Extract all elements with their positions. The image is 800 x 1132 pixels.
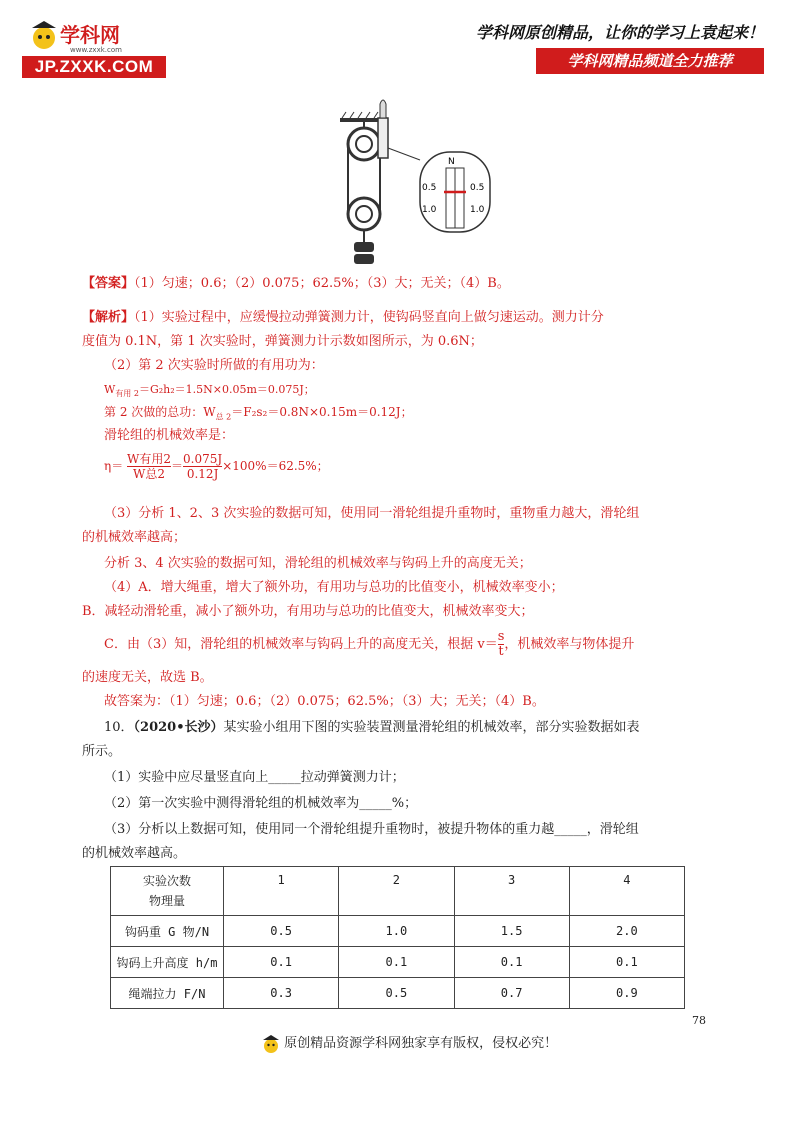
analysis-p1 [82,306,708,330]
analysis-p10c: 的速度无关，故选 B。 [82,670,213,685]
w-sub: 有用 2 [115,389,139,399]
question-q3: （3）分析以上数据可知，使用同一个滑轮组提升重物时，被提升物体的重力越_____，滑轮组 [104,822,639,837]
header-banner: 学科网精品频道全力推荐 [536,48,764,74]
p4-rest: ＝F₂s₂＝0.8N×0.15m＝0.12J； [231,405,413,419]
logo-text: 学科网 [60,23,120,47]
analysis-p1-text: （1）实验过程中，应缓慢拉动弹簧测力计，使钩码竖直向上做匀速运动。测力计分 [134,310,604,325]
p4-a: 第 2 次做的总功：W [104,405,216,419]
p10-a: C．由（3）知，滑轮组的机械效率与钩码上升的高度无关，根据 v＝ [104,637,498,652]
analysis-p2: （2）第 2 次实验时所做的有用功为： [104,358,324,373]
answer-text: （1）匀速；0.6；（2）0.075；62.5%；（3）大；无关；（4）B。 [134,276,510,291]
table-row [111,916,685,947]
frac2-den: 0.12J [186,467,219,481]
analysis-tag: 【解析】 [82,310,135,325]
dial-tick-left-1: 1.0 [422,205,437,215]
table-cell: 0.1 [224,947,339,978]
question-q2: （2）第一次实验中测得滑轮组的机械效率为_____%； [104,796,418,811]
question-number: 10． [104,720,134,735]
corner-bottom: 物理量 [148,894,185,908]
table-cell: 0.3 [224,978,339,1009]
row-label: 钩码上升高度 h/m [111,947,224,978]
analysis-p5: 滑轮组的机械效率是： [104,428,235,443]
answer-tag: 【答案】 [82,276,135,291]
answer-line [82,272,708,296]
w-symbol: W [104,383,116,396]
analysis-p8: （4）A．增大绳重，增大了额外功，有用功与总功的比值变小，机械效率变小； [104,580,564,595]
frac2-num: 0.075J [183,452,223,466]
frac1-den: W总2 [133,467,166,481]
logo-sub: www.zxxk.com [70,46,122,54]
page-number: 78 [692,1014,706,1027]
site-logo [14,18,154,76]
table-cell: 0.5 [224,916,339,947]
table-header-row [111,867,685,916]
corner-top: 实验次数 [142,874,191,888]
header-slogan: 学科网原创精品，让你的学习上袁起来！ [475,23,764,42]
eta: η＝ [104,459,124,473]
col-header: 4 [569,867,684,916]
table-cell: 2.0 [569,916,684,947]
final-answer: 故答案为：（1）匀速；0.6；（2）0.075；62.5%；（3）大；无关；（4）B。 [104,694,545,709]
footer [262,1032,557,1054]
col-header: 2 [339,867,454,916]
footer-text: 原创精品资源学科网独家享有版权，侵权必究！ [284,1036,558,1051]
p10-b: ，机械效率与物体提升 [504,637,635,652]
question-stem: 某实验小组用下图的实验装置测量滑轮组的机械效率，部分实验数据如表 [223,720,640,735]
row-label: 钩码重 G 物/N [111,916,224,947]
row-label: 绳端拉力 F/N [111,978,224,1009]
table-row [111,947,685,978]
table-corner [111,867,224,916]
question-10-stem2: 所示。 [82,744,122,759]
question-10-stem [104,716,704,740]
table-cell: 0.1 [454,947,569,978]
eta-rest: ×100%＝62.5%； [222,459,329,473]
analysis-p7: 分析 3、4 次实验的数据可知，滑轮组的机械效率与钩码上升的高度无关； [104,556,532,571]
frac1-num: W有用2 [127,452,172,466]
analysis-p1b: 度值为 0.1N，第 1 次实验时，弹簧测力计示数如图所示，为 0.6N； [82,334,483,349]
dial-tick-right-1: 1.0 [470,205,485,215]
dial-label-n: N [448,157,455,167]
analysis-p6b: 的机械效率越高； [82,530,187,545]
frac-values [183,452,222,481]
analysis-p9: B．减轻动滑轮重，减小了额外功，有用功与总功的比值变大，机械效率变大； [82,604,534,619]
p10-num: s [497,629,505,644]
frac-w [127,452,171,481]
logo-mascot-icon [14,18,154,54]
analysis-p6: （3）分析 1、2、3 次实验的数据可知，使用同一滑轮组提升重物时，重物重力越大，滑轮组 [104,506,640,521]
table-cell: 0.7 [454,978,569,1009]
p10-den: t [498,644,504,659]
table-cell: 0.1 [569,947,684,978]
table-cell: 0.1 [339,947,454,978]
footer-mascot-icon [262,1034,280,1054]
table-row [111,978,685,1009]
p4-sub: 总 2 [215,412,232,422]
table-cell: 0.5 [339,978,454,1009]
analysis-p10 [104,630,704,659]
table-cell: 1.5 [454,916,569,947]
p3-rest: ＝G₂h₂＝1.5N×0.05m＝0.075J； [138,383,315,396]
experiment-table [110,866,685,1009]
dial-tick-right-0: 0.5 [470,183,485,193]
table-cell: 0.9 [569,978,684,1009]
question-q1: （1）实验中应尽量竖直向上_____拉动弹簧测力计； [104,770,405,785]
dial-tick-left-0: 0.5 [422,183,437,193]
table-cell: 1.0 [339,916,454,947]
pulley-figure [336,96,496,268]
logo-url: JP.ZXXK.COM [22,56,166,78]
question-source: （2020•长沙） [133,720,224,735]
question-q3b: 的机械效率越高。 [82,846,187,861]
efficiency-formula: η＝ $\frac{\text{W有用2}}{\text{W总2}}$ ＝ $\frac{0.075J}{0.12J}$ ×100%＝62.5%； [104,452,329,481]
col-header: 3 [454,867,569,916]
col-header: 1 [224,867,339,916]
